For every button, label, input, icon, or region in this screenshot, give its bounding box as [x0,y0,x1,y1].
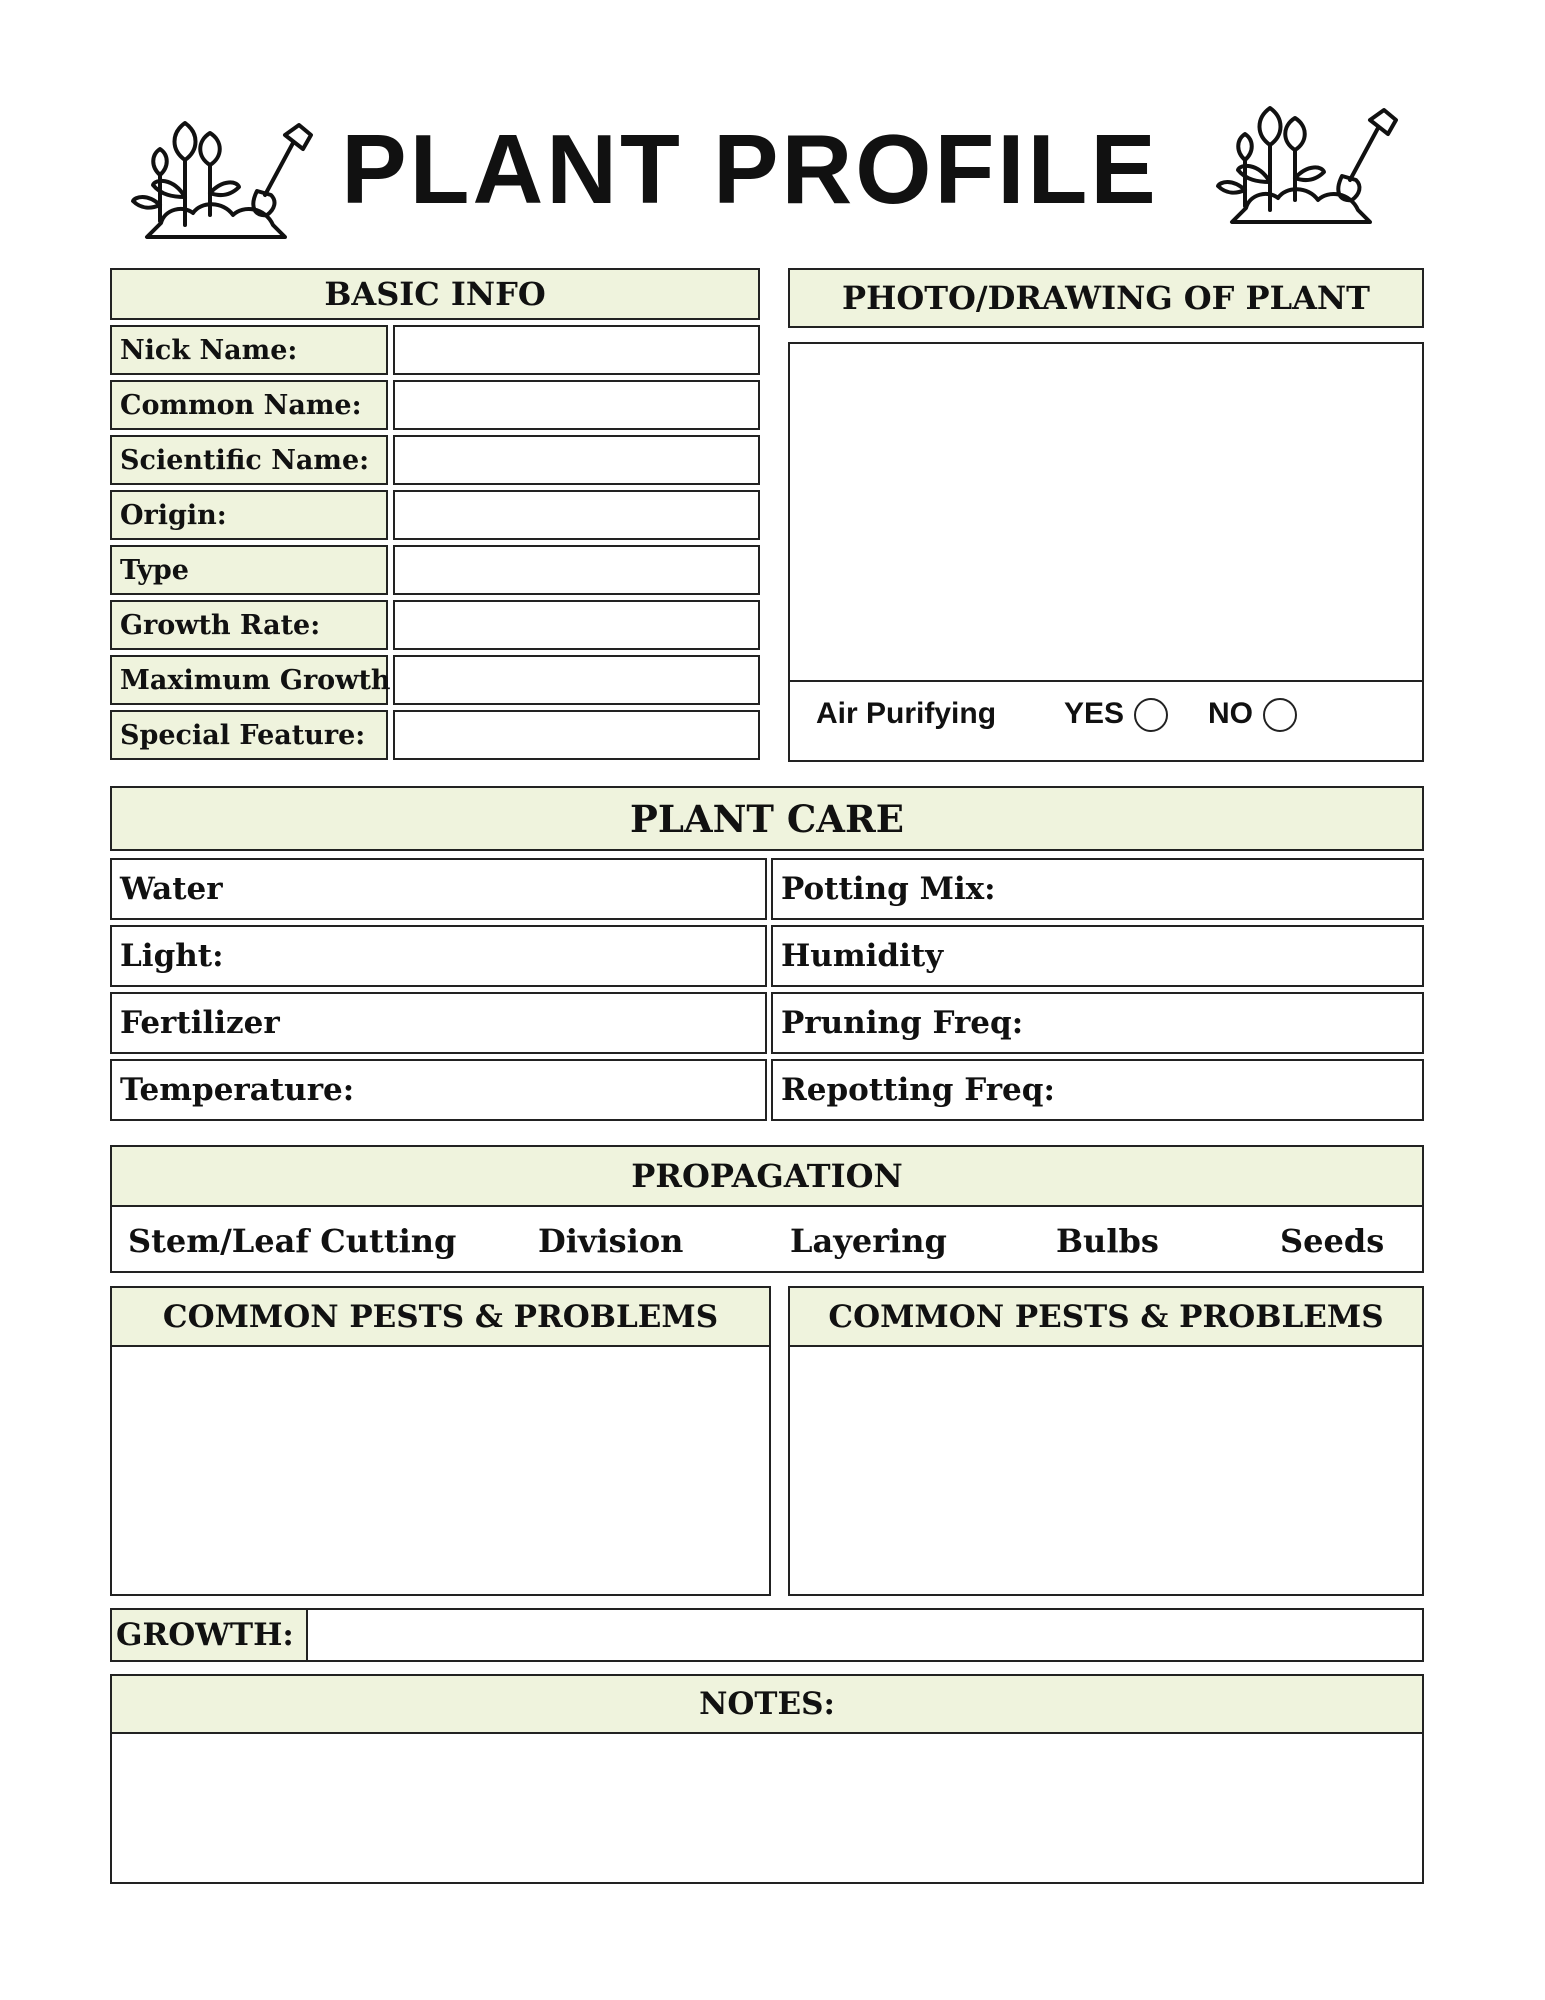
plant-care-left-label: Light: [120,938,224,974]
plant-shovel-icon [125,115,320,245]
basic-info-input[interactable] [393,655,760,705]
basic-info-label [110,710,388,760]
pests-left-area[interactable] [112,1347,769,1596]
plant-care-left-label: Temperature: [120,1072,355,1108]
photo-area[interactable] [788,342,1424,682]
basic-info-heading-text: BASIC INFO [324,275,546,313]
plant-care-right-field[interactable] [771,992,1424,1054]
photo-heading-text: PHOTO/DRAWING OF PLANT [842,279,1370,317]
basic-info-label [110,600,388,650]
basic-info-label-text: Growth Rate: [120,609,321,641]
page-title: PLANT PROFILE [341,114,1159,224]
plant-care-left-label: Fertilizer [120,1005,280,1041]
plant-care-left-field[interactable] [110,858,767,920]
plant-shovel-icon [1210,100,1405,230]
basic-info-label [110,490,388,540]
growth-label [110,1608,308,1662]
pests-left-heading [112,1288,769,1347]
growth-input[interactable] [306,1608,1424,1662]
propagation-heading-text: PROPAGATION [631,1157,903,1195]
basic-info-input[interactable] [393,490,760,540]
basic-info-label [110,655,391,705]
basic-info-input[interactable] [393,710,760,760]
pests-left-heading-text: COMMON PESTS & PROBLEMS [162,1298,719,1335]
basic-info-label [110,380,388,430]
propagation-heading [112,1147,1422,1207]
basic-info-input[interactable] [393,545,760,595]
no-label: NO [1208,697,1253,730]
notes-section [110,1674,1424,1884]
basic-info-label-text: Special Feature: [120,719,366,751]
basic-info-heading [110,268,760,320]
notes-heading [112,1676,1422,1734]
plant-care-left-field[interactable] [110,992,767,1054]
basic-info-label [110,325,388,375]
plant-care-right-label: Repotting Freq: [781,1072,1055,1108]
air-purifying-row [788,680,1424,762]
basic-info-input[interactable] [393,380,760,430]
basic-info-label-text: Scientific Name: [120,444,370,476]
basic-info-input[interactable] [393,600,760,650]
plant-care-right-field[interactable] [771,925,1424,987]
basic-info-label-text: Type [120,554,189,586]
pests-right-section [788,1286,1424,1596]
pests-right-heading-text: COMMON PESTS & PROBLEMS [828,1298,1384,1335]
basic-info-label-text: Maximum Growth [120,664,391,696]
yes-label: YES [1064,697,1125,730]
basic-info-input[interactable] [393,435,760,485]
no-radio[interactable] [1263,698,1297,732]
plant-care-right-label: Potting Mix: [781,871,996,907]
basic-info-label [110,435,388,485]
plant-care-left-field[interactable] [110,925,767,987]
plant-care-heading-text: PLANT CARE [630,796,904,841]
propagation-option-layering[interactable]: Layering [790,1222,947,1260]
propagation-option-stem-leaf-cutting[interactable]: Stem/Leaf Cutting [128,1222,457,1260]
plant-care-right-field[interactable] [771,1059,1424,1121]
propagation-option-seeds[interactable]: Seeds [1280,1222,1385,1260]
growth-label-text: GROWTH: [116,1617,294,1653]
plant-care-left-label: Water [120,871,223,907]
pests-left-section [110,1286,771,1596]
pests-right-area[interactable] [790,1347,1422,1596]
plant-care-right-field[interactable] [771,858,1424,920]
air-purifying-label: Air Purifying [816,697,997,730]
propagation-option-division[interactable]: Division [538,1222,684,1260]
basic-info-label-text: Nick Name: [120,334,298,366]
air-purifying-yes-option[interactable] [1064,697,1168,732]
basic-info-input[interactable] [393,325,760,375]
basic-info-label [110,545,388,595]
yes-radio[interactable] [1134,698,1168,732]
plant-care-left-field[interactable] [110,1059,767,1121]
plant-care-right-label: Humidity [781,938,944,974]
photo-heading [788,268,1424,328]
pests-right-heading [790,1288,1422,1347]
basic-info-label-text: Common Name: [120,389,362,421]
air-purifying-no-option[interactable] [1208,697,1297,732]
notes-heading-text: NOTES: [699,1686,835,1722]
plant-care-right-label: Pruning Freq: [781,1005,1024,1041]
plant-care-heading [110,786,1424,851]
basic-info-label-text: Origin: [120,499,227,531]
notes-area[interactable] [112,1734,1422,1884]
propagation-option-bulbs[interactable]: Bulbs [1056,1222,1159,1260]
